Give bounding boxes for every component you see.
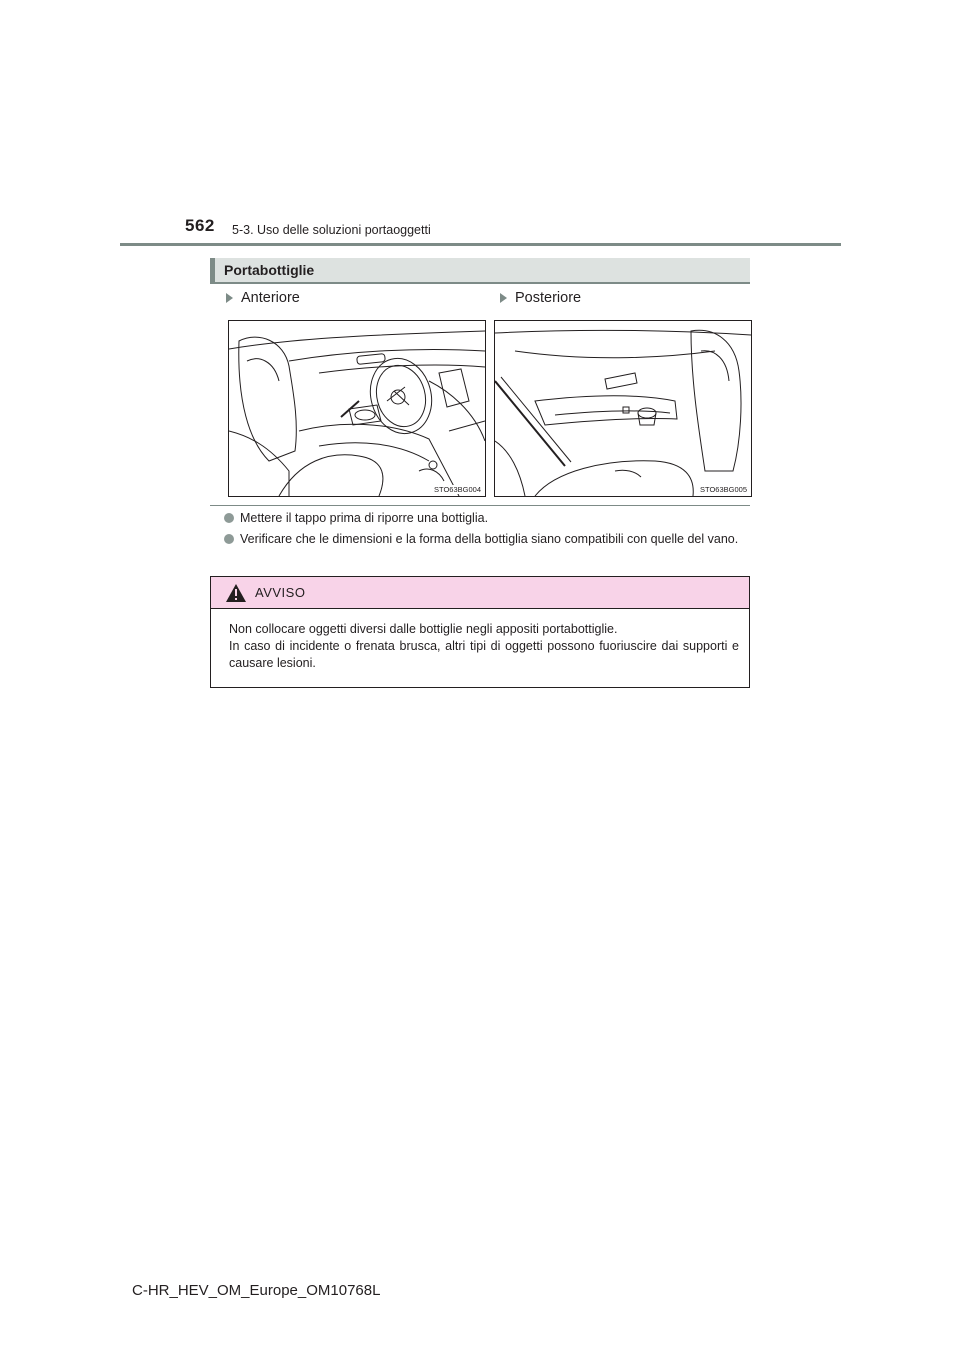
chapter-title: 5-3. Uso delle soluzioni portaoggetti	[232, 223, 431, 237]
footer-document-code: C-HR_HEV_OM_Europe_OM10768L	[132, 1282, 381, 1299]
list-item	[224, 531, 750, 548]
subsection-front	[226, 290, 300, 306]
header-rule	[120, 243, 841, 246]
warning-text: In caso di incidente o frenata brusca, altri tipi di oggetti possono fuoriuscire dai supporti e causare lesioni.	[229, 639, 739, 670]
page-number: 562	[185, 216, 215, 235]
warning-text: Non collocare oggetti diversi dalle bottiglie negli appositi portabottiglie.	[229, 622, 618, 636]
list-item-text: Verificare che le dimensioni e la forma della bottiglia siano compatibili con quelle del vano.	[240, 532, 739, 546]
figure-front-bottle-holder	[228, 320, 486, 497]
warning-body	[229, 621, 739, 672]
subsection-rear-label: Posteriore	[515, 290, 582, 306]
figure-rear-code: STO63BG005	[700, 485, 747, 494]
list-divider	[210, 505, 750, 506]
triangle-right-icon	[226, 293, 233, 303]
warning-title: AVVISO	[255, 585, 306, 600]
warning-box	[210, 576, 750, 688]
warning-triangle-icon	[225, 583, 247, 603]
subsection-rear	[500, 290, 581, 306]
front-interior-illustration	[229, 321, 485, 496]
rear-interior-illustration	[495, 321, 751, 496]
bullet-dot-icon	[224, 534, 234, 544]
list-item-text: Mettere il tappo prima di riporre una bottiglia.	[240, 511, 489, 525]
figure-rear-bottle-holder	[494, 320, 752, 497]
section-heading-accent	[210, 258, 215, 282]
section-heading-bar	[210, 258, 750, 284]
figure-front-code: STO63BG004	[434, 485, 481, 494]
bullet-dot-icon	[224, 513, 234, 523]
list-item	[224, 510, 750, 527]
section-heading: Portabottiglie	[224, 262, 315, 278]
subsection-front-label: Anteriore	[241, 290, 300, 306]
warning-header	[211, 577, 749, 609]
triangle-right-icon	[500, 293, 507, 303]
